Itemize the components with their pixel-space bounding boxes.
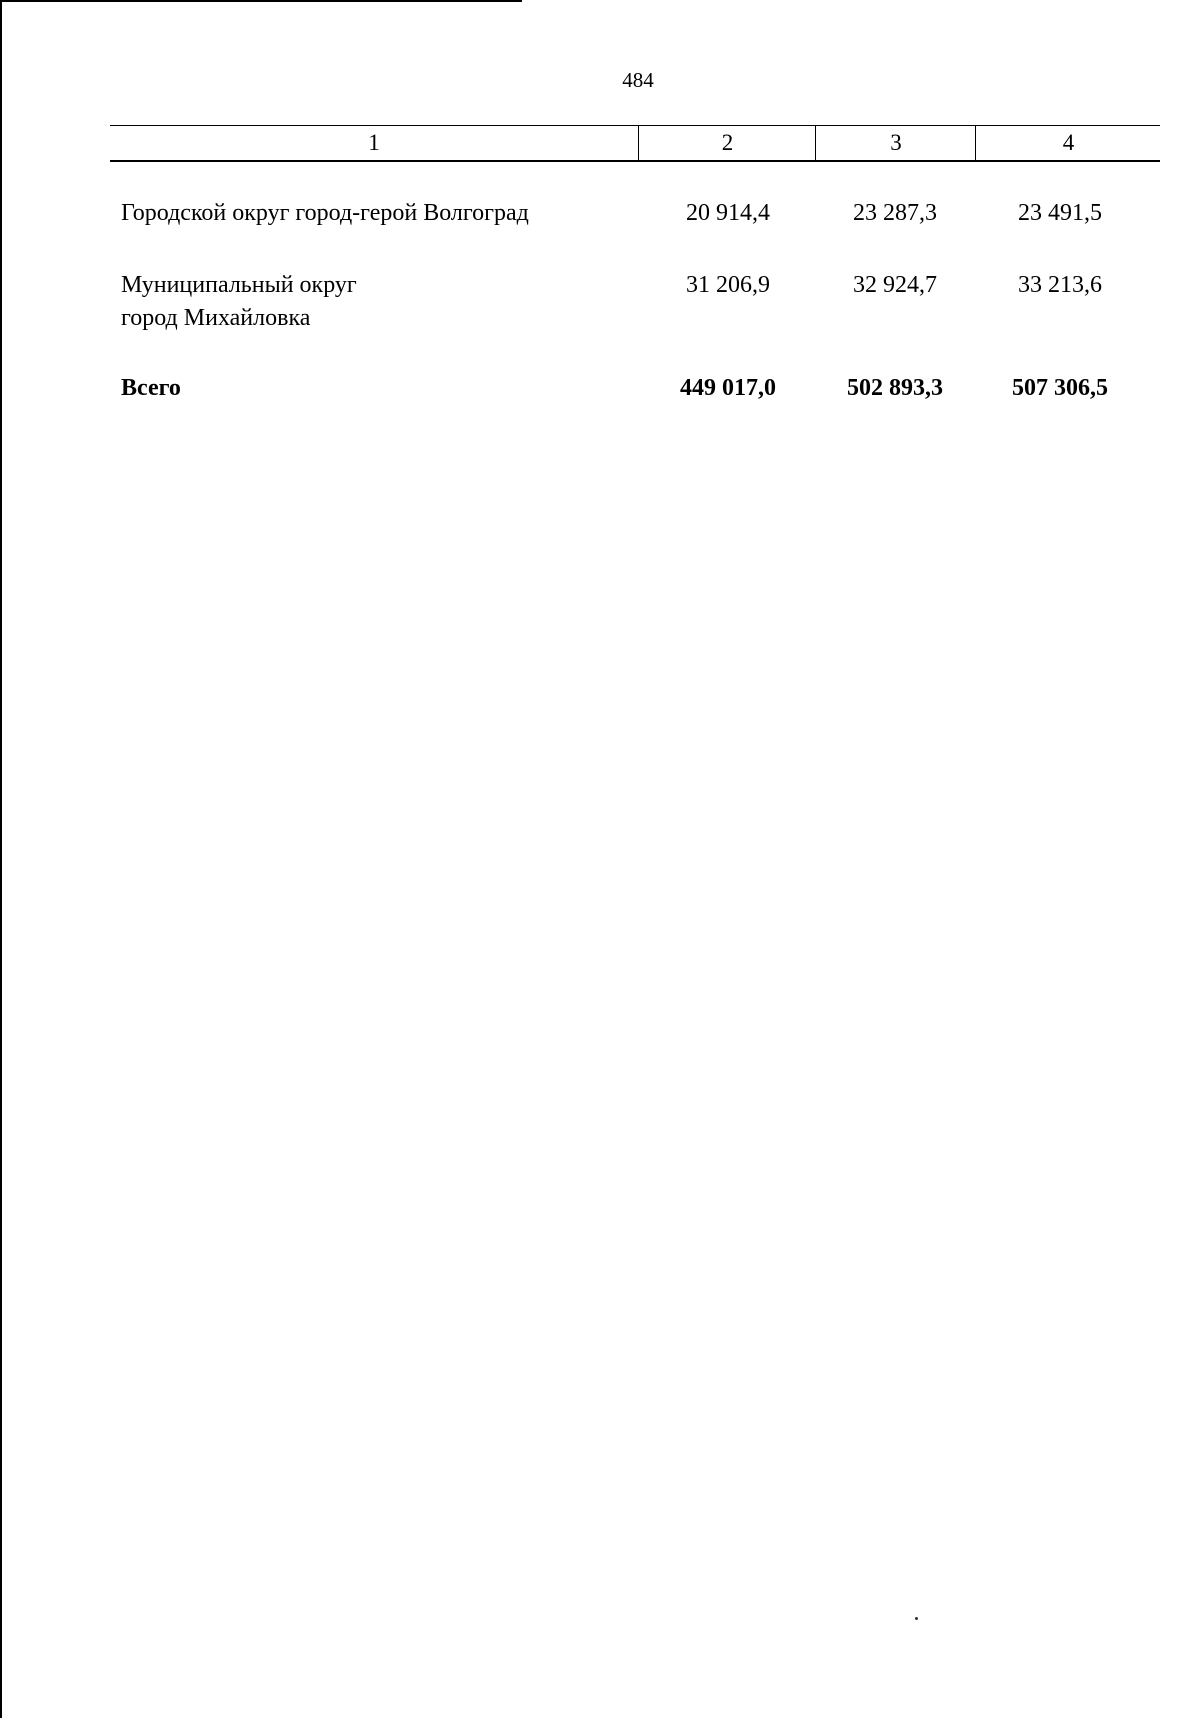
total-value-col-2: 449 017,0 — [680, 375, 776, 401]
header-col-1: 1 — [368, 130, 380, 155]
header-col-3: 3 — [815, 126, 976, 160]
row-name — [121, 269, 641, 335]
row-value-col-2: 20 914,4 — [686, 200, 770, 226]
row-name-line: город Михайловка — [121, 305, 311, 331]
row-value-col-4: 33 213,6 — [1018, 272, 1102, 298]
row-value-col-3: 32 924,7 — [853, 272, 937, 298]
total-label: Всего — [121, 375, 181, 401]
row-name-line: Муниципальный округ — [121, 272, 357, 298]
page-number: 484 — [622, 68, 654, 92]
row-value-col-3: 23 287,3 — [853, 200, 937, 226]
row-value-col-2: 31 206,9 — [686, 272, 770, 298]
scan-edge-top — [0, 0, 522, 2]
header-col-2: 2 — [638, 126, 816, 160]
total-value-col-4: 507 306,5 — [1012, 375, 1108, 401]
total-value-col-3: 502 893,3 — [847, 375, 943, 401]
table-header — [110, 125, 1160, 162]
row-value-col-4: 23 491,5 — [1018, 200, 1102, 226]
row-name — [121, 197, 641, 230]
row-name-line: Городской округ город-герой Волгоград — [121, 200, 529, 226]
scan-speck — [915, 1617, 918, 1620]
scan-edge-left — [0, 0, 2, 1718]
header-col-4: 4 — [975, 126, 1161, 160]
